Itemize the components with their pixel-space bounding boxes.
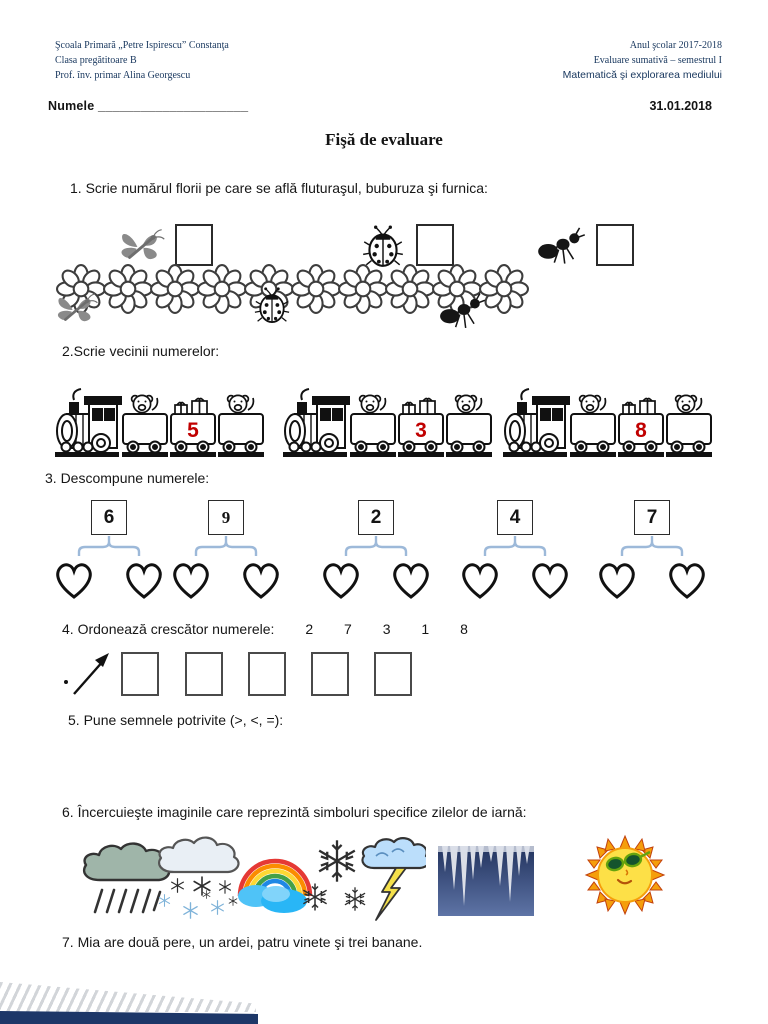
school-header-left (55, 38, 229, 83)
question-4-text (62, 621, 468, 637)
number-box: 2 (358, 500, 394, 535)
decomposition-group (452, 500, 578, 601)
heart-icon (51, 557, 97, 601)
q4-number: 1 (421, 621, 430, 637)
next-page-bar (0, 1011, 258, 1024)
flower-icon (104, 265, 152, 313)
school-year: Anul şcolar 2017-2018 (629, 40, 722, 51)
flower-icon (386, 265, 434, 313)
question-5-text: 5. Pune semnele potrivite (>, <, =): (68, 712, 284, 728)
name-line (48, 99, 248, 113)
q4-number: 2 (305, 621, 314, 637)
sun-icon (584, 834, 666, 918)
decomposition-group (46, 500, 172, 601)
order-answer-box (121, 652, 159, 696)
number-box: 7 (634, 500, 670, 535)
heart-icon (457, 557, 503, 601)
ant-icon (536, 226, 590, 268)
q4-number: 8 (460, 621, 468, 637)
heart-icon (318, 557, 364, 601)
question-3-text: 3. Descompune numerele: (45, 470, 210, 486)
branch-lines (316, 535, 436, 557)
flower-icon (292, 265, 340, 313)
heart-icon (121, 557, 167, 601)
decomposition-group (313, 500, 439, 601)
heart-icon (664, 557, 710, 601)
number-box: 6 (91, 500, 127, 535)
name-blank: _____________________ (98, 99, 249, 113)
question-2-text: 2.Scrie vecinii numerelor: (62, 343, 220, 359)
train-number: 3 (415, 419, 427, 442)
question-1-text: 1. Scrie numărul florii pe care se află fluturaşul, buburuza şi furnica: (70, 180, 488, 196)
school-name: Şcoala Primară „Petre Ispirescu” Constanţa (55, 40, 229, 51)
branch-lines (455, 535, 575, 557)
decomposition-group (589, 500, 715, 601)
heart-icon (388, 557, 434, 601)
order-answer-box (311, 652, 349, 696)
next-page-stripes (0, 982, 256, 1012)
q4-number: 3 (382, 621, 391, 637)
train-icon (282, 376, 494, 460)
heart-icon (594, 557, 640, 601)
number-box: 4 (497, 500, 533, 535)
evaluation-type: Evaluare sumativă – semestrul I (593, 55, 722, 66)
question-4-label: 4. Ordonează crescător numerele: (62, 621, 275, 637)
q4-number: 7 (344, 621, 352, 637)
number-box: 9 (208, 500, 244, 535)
date: 31.01.2018 (649, 99, 712, 113)
heart-icon (168, 557, 214, 601)
flower-icon (198, 265, 246, 313)
train-number: 5 (187, 419, 199, 442)
answer-box-ant (596, 224, 634, 266)
question-6-text: 6. Încercuieşte imaginile care reprezintă simboluri specifice zilelor de iarnă: (62, 804, 527, 820)
branch-lines (166, 535, 286, 557)
class-name: Clasa pregătitoare B (55, 55, 137, 66)
flower-icon (480, 265, 528, 313)
flower-icon (151, 265, 199, 313)
train-icon (54, 376, 266, 460)
flower-row (56, 260, 534, 336)
teacher-name: Prof. înv. primar Alina Georgescu (55, 70, 191, 81)
flower-icon (339, 265, 387, 313)
heart-icon (238, 557, 284, 601)
name-label: Numele (48, 99, 95, 113)
branch-lines (592, 535, 712, 557)
branch-lines (49, 535, 169, 557)
decomposition-group (163, 500, 289, 601)
page-title: Fişă de evaluare (325, 130, 443, 149)
subject-name: Matematică şi explorarea mediului (562, 69, 722, 81)
question-7-text: 7. Mia are două pere, un ardei, patru vinete şi trei banane. (62, 934, 423, 950)
icicles-image (438, 846, 534, 916)
train-icon (502, 376, 714, 460)
ascending-arrow-icon (60, 646, 118, 698)
order-answer-box (185, 652, 223, 696)
order-answer-box (374, 652, 412, 696)
school-header-right (563, 38, 722, 84)
train-number: 8 (635, 419, 647, 442)
storm-cloud-icon (356, 834, 426, 926)
heart-icon (527, 557, 573, 601)
order-answer-box (248, 652, 286, 696)
